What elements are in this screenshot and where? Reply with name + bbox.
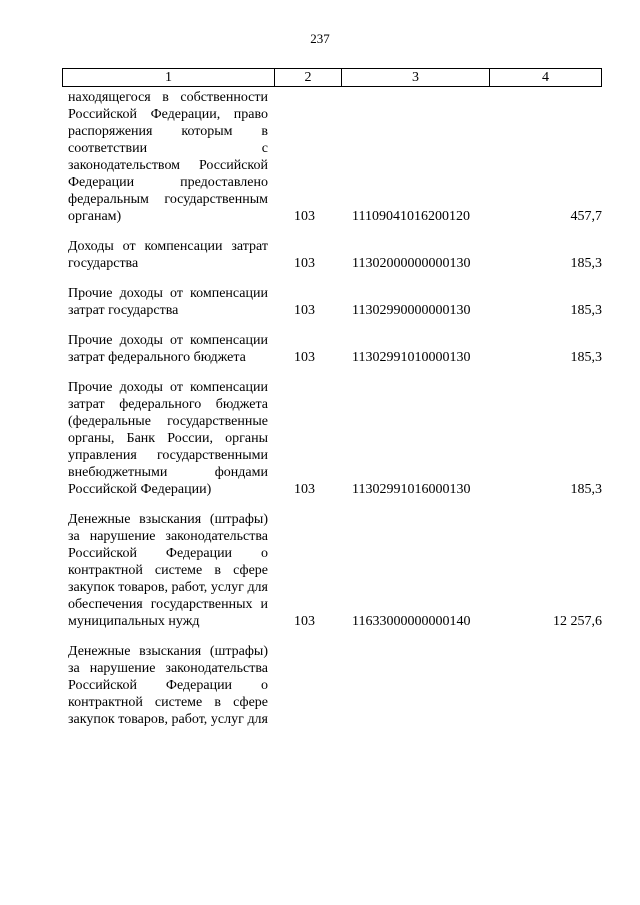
row-description: Прочие доходы от компенсации затрат государства	[68, 286, 268, 318]
table-body	[0, 89, 640, 728]
row-amount: 185,3	[570, 256, 602, 271]
page-number: 237	[310, 31, 330, 46]
table-row	[0, 285, 640, 319]
table-row	[0, 511, 640, 630]
row-description: Денежные взыскания (штрафы) за нарушение законодательства Российской Федерации о контрактной системе в сфере закупок товаров, работ, услуг для обеспечения государственных и муниципальных нужд	[68, 512, 268, 629]
row-code: 103	[294, 482, 315, 497]
header-col-2: 2	[275, 69, 342, 86]
row-amount: 185,3	[570, 350, 602, 365]
table-row	[0, 379, 640, 498]
row-code: 103	[294, 303, 315, 318]
table-row	[0, 238, 640, 272]
row-description: Прочие доходы от компенсации затрат федерального бюджета	[68, 333, 268, 365]
row-code: 103	[294, 209, 315, 224]
row-amount: 457,7	[570, 209, 602, 224]
row-description: Прочие доходы от компенсации затрат федерального бюджета (федеральные государственные органы, Банк России, органы управления государственными внебюджетными фондами Российской Федерации)	[68, 380, 268, 497]
table-row	[0, 89, 640, 225]
row-kbk: 11302991016000130	[352, 482, 471, 497]
row-amount: 185,3	[570, 482, 602, 497]
table-row	[0, 332, 640, 366]
row-kbk: 11302990000000130	[352, 303, 471, 318]
row-description: Доходы от компенсации затрат государства	[68, 239, 268, 271]
header-col-3: 3	[342, 69, 490, 86]
row-kbk: 11302991010000130	[352, 350, 471, 365]
row-description: находящегося в собственности Российской Федерации, право распоряжения которым в соответствии с законодательством Российской Федерации предоставлено федеральным государственным органам)	[68, 90, 268, 224]
row-amount: 185,3	[570, 303, 602, 318]
row-kbk: 11633000000000140	[352, 614, 471, 629]
row-description: Денежные взыскания (штрафы) за нарушение законодательства Российской Федерации о контрактной системе в сфере закупок товаров, работ, услуг для	[68, 644, 268, 727]
row-kbk: 11302000000000130	[352, 256, 471, 271]
header-col-1: 1	[63, 69, 275, 86]
row-code: 103	[294, 614, 315, 629]
row-code: 103	[294, 256, 315, 271]
row-amount: 12 257,6	[553, 614, 602, 629]
header-col-4: 4	[542, 70, 549, 85]
table-row	[0, 643, 640, 728]
row-code: 103	[294, 350, 315, 365]
table-header	[62, 68, 602, 87]
row-kbk: 11109041016200120	[352, 209, 470, 224]
